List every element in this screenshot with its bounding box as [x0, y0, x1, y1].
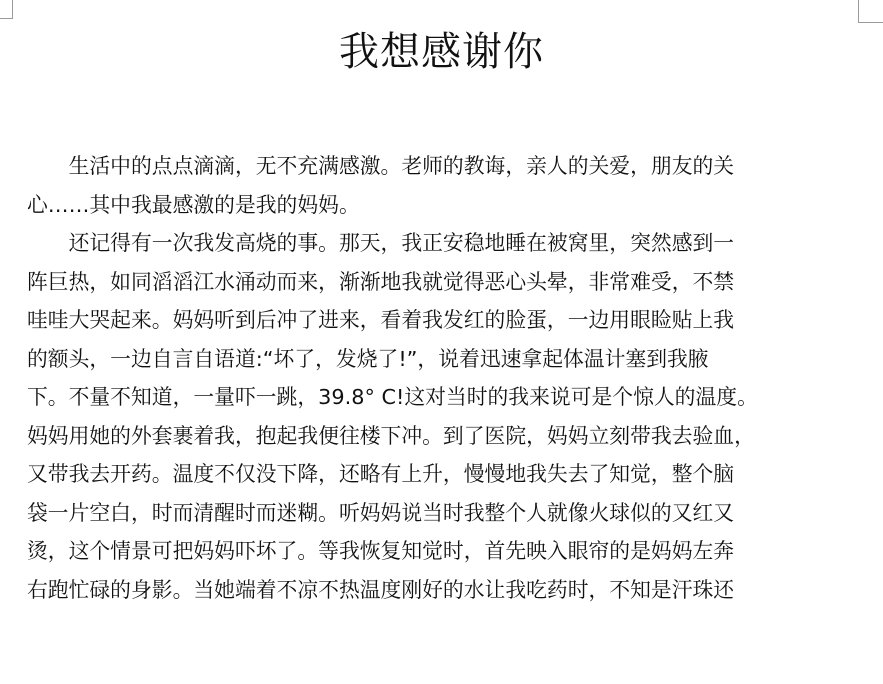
body-line: 烫，这个情景可把妈妈吓坏了。等我恢复知觉时，首先映入眼帘的是妈妈左奔 — [27, 539, 735, 563]
body-line: 心……其中我最感激的是我的妈妈。 — [27, 192, 360, 217]
document-body — [27, 147, 860, 609]
body-line: 生活中的点点滴滴，无不充满感激。老师的教诲，亲人的关爱，朋友的关 — [27, 154, 735, 178]
body-line: 的额头，一边自言自语道:“坏了，发烧了!”，说着迅速拿起体温计塞到我腋 — [27, 346, 709, 371]
page-corner-mark-right — [858, 0, 883, 23]
body-line: 又带我去开药。温度不仅没下降，还略有上升，慢慢地我失去了知觉，整个脑 — [27, 462, 735, 486]
body-line: 哇哇大哭起来。妈妈听到后冲了进来，看着我发红的脸蛋，一边用眼睑贴上我 — [27, 308, 735, 332]
document-title: 我想感谢你 — [339, 29, 544, 75]
body-line: 妈妈用她的外套裹着我，抱起我便往楼下冲。到了医院，妈妈立刻带我去验血， — [27, 423, 755, 448]
page-corner-mark-left — [0, 0, 13, 19]
body-line: 还记得有一次我发高烧的事。那天，我正安稳地睡在被窝里，突然感到一 — [27, 231, 735, 255]
body-line: 阵巨热，如同滔滔江水涌动而来，渐渐地我就觉得恶心头晕，非常难受，不禁 — [27, 269, 735, 294]
body-line: 下。不量不知道，一量吓一跳，39.8° C!这对当时的我来说可是个惊人的温度。 — [27, 385, 758, 409]
body-line: 右跑忙碌的身影。当她端着不凉不热温度刚好的水让我吃药时，不知是汗珠还 — [27, 577, 735, 602]
body-line: 袋一片空白，时而清醒时而迷糊。听妈妈说当时我整个人就像火球似的又红又 — [27, 500, 735, 525]
